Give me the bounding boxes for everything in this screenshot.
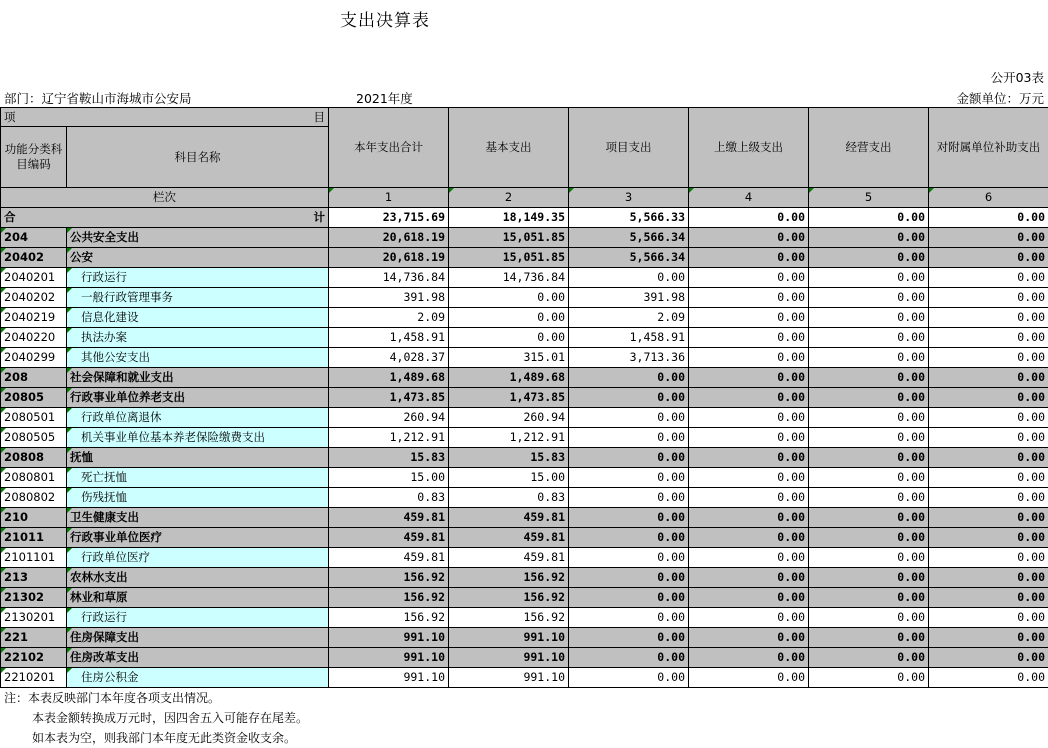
row-name: 住房公积金 [67,668,329,688]
unit-label: 金额单位：万元 [956,89,1044,107]
row-value-5: 0.00 [809,668,929,688]
form-number: 公开03表 [991,68,1044,86]
row-value-2: 15.83 [449,448,569,468]
row-code: 20808 [1,448,67,468]
row-value-6: 0.00 [929,508,1048,528]
row-code: 20805 [1,388,67,408]
table-row [1,368,1048,388]
row-value-1: 1,458.91 [329,328,449,348]
row-code: 2040219 [1,308,67,328]
row-value-4: 0.00 [689,568,809,588]
table-row [1,568,1048,588]
col-header-4: 上缴上级支出 [689,108,809,188]
row-value-5: 0.00 [809,288,929,308]
row-value-2: 991.10 [449,668,569,688]
row-value-6: 0.00 [929,448,1048,468]
total-value-2: 18,149.35 [449,208,569,228]
table-row [1,468,1048,488]
row-value-1: 1,212.91 [329,428,449,448]
row-value-1: 459.81 [329,508,449,528]
table-row [1,268,1048,288]
row-value-1: 0.83 [329,488,449,508]
row-value-6: 0.00 [929,408,1048,428]
row-value-6: 0.00 [929,588,1048,608]
row-value-2: 15.00 [449,468,569,488]
row-value-5: 0.00 [809,268,929,288]
table-row [1,648,1048,668]
row-value-5: 0.00 [809,568,929,588]
row-value-2: 0.00 [449,328,569,348]
row-value-1: 4,028.37 [329,348,449,368]
row-value-2: 1,489.68 [449,368,569,388]
row-code: 2080801 [1,468,67,488]
row-value-4: 0.00 [689,288,809,308]
row-value-5: 0.00 [809,408,929,428]
table-row [1,288,1048,308]
row-value-3: 0.00 [569,428,689,448]
row-value-1: 260.94 [329,408,449,428]
row-value-1: 1,473.85 [329,388,449,408]
row-value-6: 0.00 [929,328,1048,348]
row-value-5: 0.00 [809,308,929,328]
header-mu: 目 [314,108,326,126]
row-value-4: 0.00 [689,448,809,468]
row-value-3: 5,566.34 [569,248,689,268]
row-value-5: 0.00 [809,608,929,628]
row-value-6: 0.00 [929,248,1048,268]
row-value-2: 991.10 [449,628,569,648]
row-value-6: 0.00 [929,648,1048,668]
row-value-3: 0.00 [569,488,689,508]
note-line: 本表金额转换成万元时，因四舍五入可能存在尾差。 [4,708,308,728]
table-row [1,528,1048,548]
row-value-5: 0.00 [809,488,929,508]
row-code: 20402 [1,248,67,268]
col-header-2: 基本支出 [449,108,569,188]
row-code: 208 [1,368,67,388]
page-title: 支出决算表 [340,6,430,31]
table-row [1,628,1048,648]
row-value-6: 0.00 [929,488,1048,508]
row-value-5: 0.00 [809,348,929,368]
row-name: 卫生健康支出 [67,508,329,528]
row-value-1: 1,489.68 [329,368,449,388]
row-value-6: 0.00 [929,628,1048,648]
row-value-6: 0.00 [929,548,1048,568]
row-value-5: 0.00 [809,508,929,528]
row-value-4: 0.00 [689,368,809,388]
col-number-6: 6 [929,188,1048,208]
row-value-4: 0.00 [689,528,809,548]
expenditure-table [0,107,1048,688]
col-number-4: 4 [689,188,809,208]
row-value-2: 459.81 [449,508,569,528]
row-value-6: 0.00 [929,468,1048,488]
year-label: 2021年度 [356,89,413,107]
row-value-4: 0.00 [689,668,809,688]
table-row [1,448,1048,468]
row-value-3: 0.00 [569,568,689,588]
row-value-3: 0.00 [569,448,689,468]
row-value-1: 14,736.84 [329,268,449,288]
row-value-3: 0.00 [569,388,689,408]
row-value-3: 0.00 [569,548,689,568]
row-value-5: 0.00 [809,528,929,548]
row-value-6: 0.00 [929,268,1048,288]
row-code: 2210201 [1,668,67,688]
col-number-3: 3 [569,188,689,208]
row-value-3: 0.00 [569,628,689,648]
row-code: 221 [1,628,67,648]
row-value-3: 0.00 [569,508,689,528]
table-row [1,328,1048,348]
note-line: 如本表为空，则我部门本年度无此类资金收支余。 [4,728,308,748]
notes [4,688,308,748]
row-value-5: 0.00 [809,228,929,248]
row-value-5: 0.00 [809,368,929,388]
row-value-2: 459.81 [449,528,569,548]
row-name: 死亡抚恤 [67,468,329,488]
row-value-3: 0.00 [569,268,689,288]
table-row [1,308,1048,328]
row-value-6: 0.00 [929,228,1048,248]
row-value-1: 20,618.19 [329,228,449,248]
row-value-4: 0.00 [689,408,809,428]
row-value-5: 0.00 [809,648,929,668]
row-code: 21011 [1,528,67,548]
col-header-5: 经营支出 [809,108,929,188]
row-value-5: 0.00 [809,328,929,348]
row-value-6: 0.00 [929,288,1048,308]
row-value-6: 0.00 [929,388,1048,408]
col-number-2: 2 [449,188,569,208]
row-value-4: 0.00 [689,508,809,528]
row-value-6: 0.00 [929,668,1048,688]
row-value-2: 15,051.85 [449,248,569,268]
row-value-4: 0.00 [689,268,809,288]
row-value-1: 459.81 [329,548,449,568]
row-code: 204 [1,228,67,248]
row-code: 21302 [1,588,67,608]
row-name: 行政事业单位医疗 [67,528,329,548]
row-value-3: 0.00 [569,368,689,388]
row-value-4: 0.00 [689,488,809,508]
row-value-2: 991.10 [449,648,569,668]
row-value-6: 0.00 [929,568,1048,588]
col-header-6: 对附属单位补助支出 [929,108,1048,188]
row-name: 林业和草原 [67,588,329,608]
row-value-4: 0.00 [689,308,809,328]
row-value-4: 0.00 [689,548,809,568]
col-header-1: 本年支出合计 [329,108,449,188]
row-value-4: 0.00 [689,348,809,368]
total-value-5: 0.00 [809,208,929,228]
table-row [1,548,1048,568]
row-name: 社会保障和就业支出 [67,368,329,388]
row-value-3: 0.00 [569,668,689,688]
row-value-6: 0.00 [929,428,1048,448]
row-value-4: 0.00 [689,628,809,648]
row-value-1: 991.10 [329,628,449,648]
row-name: 执法办案 [67,328,329,348]
lanci-label: 栏次 [1,188,329,208]
row-value-3: 391.98 [569,288,689,308]
row-name: 信息化建设 [67,308,329,328]
row-value-1: 156.92 [329,608,449,628]
row-name: 行政单位离退休 [67,408,329,428]
row-value-3: 0.00 [569,468,689,488]
row-value-2: 459.81 [449,548,569,568]
row-value-4: 0.00 [689,428,809,448]
note-line: 注：本表反映部门本年度各项支出情况。 [4,688,308,708]
row-value-5: 0.00 [809,248,929,268]
total-value-6: 0.00 [929,208,1048,228]
row-value-5: 0.00 [809,468,929,488]
row-value-4: 0.00 [689,248,809,268]
row-value-4: 0.00 [689,608,809,628]
row-value-2: 156.92 [449,588,569,608]
row-value-2: 315.01 [449,348,569,368]
row-value-1: 991.10 [329,668,449,688]
total-row [1,208,1048,228]
row-value-6: 0.00 [929,348,1048,368]
row-value-3: 0.00 [569,408,689,428]
row-value-6: 0.00 [929,608,1048,628]
row-code: 210 [1,508,67,528]
col-header-3: 项目支出 [569,108,689,188]
row-value-2: 14,736.84 [449,268,569,288]
row-value-2: 1,212.91 [449,428,569,448]
row-name: 行政运行 [67,268,329,288]
row-name: 抚恤 [67,448,329,468]
row-value-2: 0.00 [449,288,569,308]
row-code: 2040220 [1,328,67,348]
row-value-2: 1,473.85 [449,388,569,408]
row-value-2: 156.92 [449,608,569,628]
total-label: 合 计 [1,208,329,228]
row-value-6: 0.00 [929,368,1048,388]
row-value-3: 0.00 [569,648,689,668]
row-code: 2040202 [1,288,67,308]
row-value-1: 15.00 [329,468,449,488]
row-value-3: 0.00 [569,528,689,548]
col-header-name: 科目名称 [67,127,329,188]
row-code: 2080505 [1,428,67,448]
row-value-3: 0.00 [569,588,689,608]
table-row [1,588,1048,608]
table-row [1,348,1048,368]
row-name: 住房保障支出 [67,628,329,648]
row-name: 伤残抚恤 [67,488,329,508]
row-value-3: 2.09 [569,308,689,328]
row-value-2: 156.92 [449,568,569,588]
row-value-2: 260.94 [449,408,569,428]
table-row [1,508,1048,528]
department-label: 部门：辽宁省鞍山市海城市公安局 [4,89,192,107]
row-value-3: 5,566.34 [569,228,689,248]
header-xiang-mu [1,108,329,127]
row-value-3: 3,713.36 [569,348,689,368]
row-value-4: 0.00 [689,588,809,608]
row-value-1: 2.09 [329,308,449,328]
row-code: 2040299 [1,348,67,368]
header-xiang: 项 [4,108,16,126]
row-value-5: 0.00 [809,388,929,408]
total-value-4: 0.00 [689,208,809,228]
row-value-1: 991.10 [329,648,449,668]
row-value-4: 0.00 [689,388,809,408]
table-row [1,428,1048,448]
row-code: 2130201 [1,608,67,628]
row-value-1: 156.92 [329,588,449,608]
row-value-6: 0.00 [929,308,1048,328]
row-value-4: 0.00 [689,648,809,668]
row-value-6: 0.00 [929,528,1048,548]
row-value-1: 156.92 [329,568,449,588]
row-value-1: 15.83 [329,448,449,468]
total-value-1: 23,715.69 [329,208,449,228]
row-code: 22102 [1,648,67,668]
row-value-3: 0.00 [569,608,689,628]
table-row [1,388,1048,408]
row-value-4: 0.00 [689,468,809,488]
col-header-code: 功能分类科目编码 [1,127,67,188]
table-row [1,228,1048,248]
row-name: 机关事业单位基本养老保险缴费支出 [67,428,329,448]
row-value-2: 0.00 [449,308,569,328]
row-code: 2040201 [1,268,67,288]
col-number-1: 1 [329,188,449,208]
row-value-1: 20,618.19 [329,248,449,268]
row-value-2: 0.83 [449,488,569,508]
table-row [1,248,1048,268]
table-row [1,408,1048,428]
row-value-3: 1,458.91 [569,328,689,348]
row-value-4: 0.00 [689,328,809,348]
row-value-5: 0.00 [809,588,929,608]
row-name: 公安 [67,248,329,268]
total-value-3: 5,566.33 [569,208,689,228]
row-code: 2080501 [1,408,67,428]
row-name: 公共安全支出 [67,228,329,248]
row-code: 213 [1,568,67,588]
row-value-5: 0.00 [809,428,929,448]
row-code: 2101101 [1,548,67,568]
row-name: 行政单位医疗 [67,548,329,568]
row-name: 一般行政管理事务 [67,288,329,308]
row-value-5: 0.00 [809,548,929,568]
row-name: 农林水支出 [67,568,329,588]
row-value-2: 15,051.85 [449,228,569,248]
row-name: 行政事业单位养老支出 [67,388,329,408]
row-name: 其他公安支出 [67,348,329,368]
table-row [1,668,1048,688]
table-row [1,488,1048,508]
table-row [1,608,1048,628]
col-number-5: 5 [809,188,929,208]
row-value-5: 0.00 [809,628,929,648]
row-name: 住房改革支出 [67,648,329,668]
row-value-5: 0.00 [809,448,929,468]
row-name: 行政运行 [67,608,329,628]
row-value-1: 459.81 [329,528,449,548]
row-code: 2080802 [1,488,67,508]
row-value-4: 0.00 [689,228,809,248]
row-value-1: 391.98 [329,288,449,308]
